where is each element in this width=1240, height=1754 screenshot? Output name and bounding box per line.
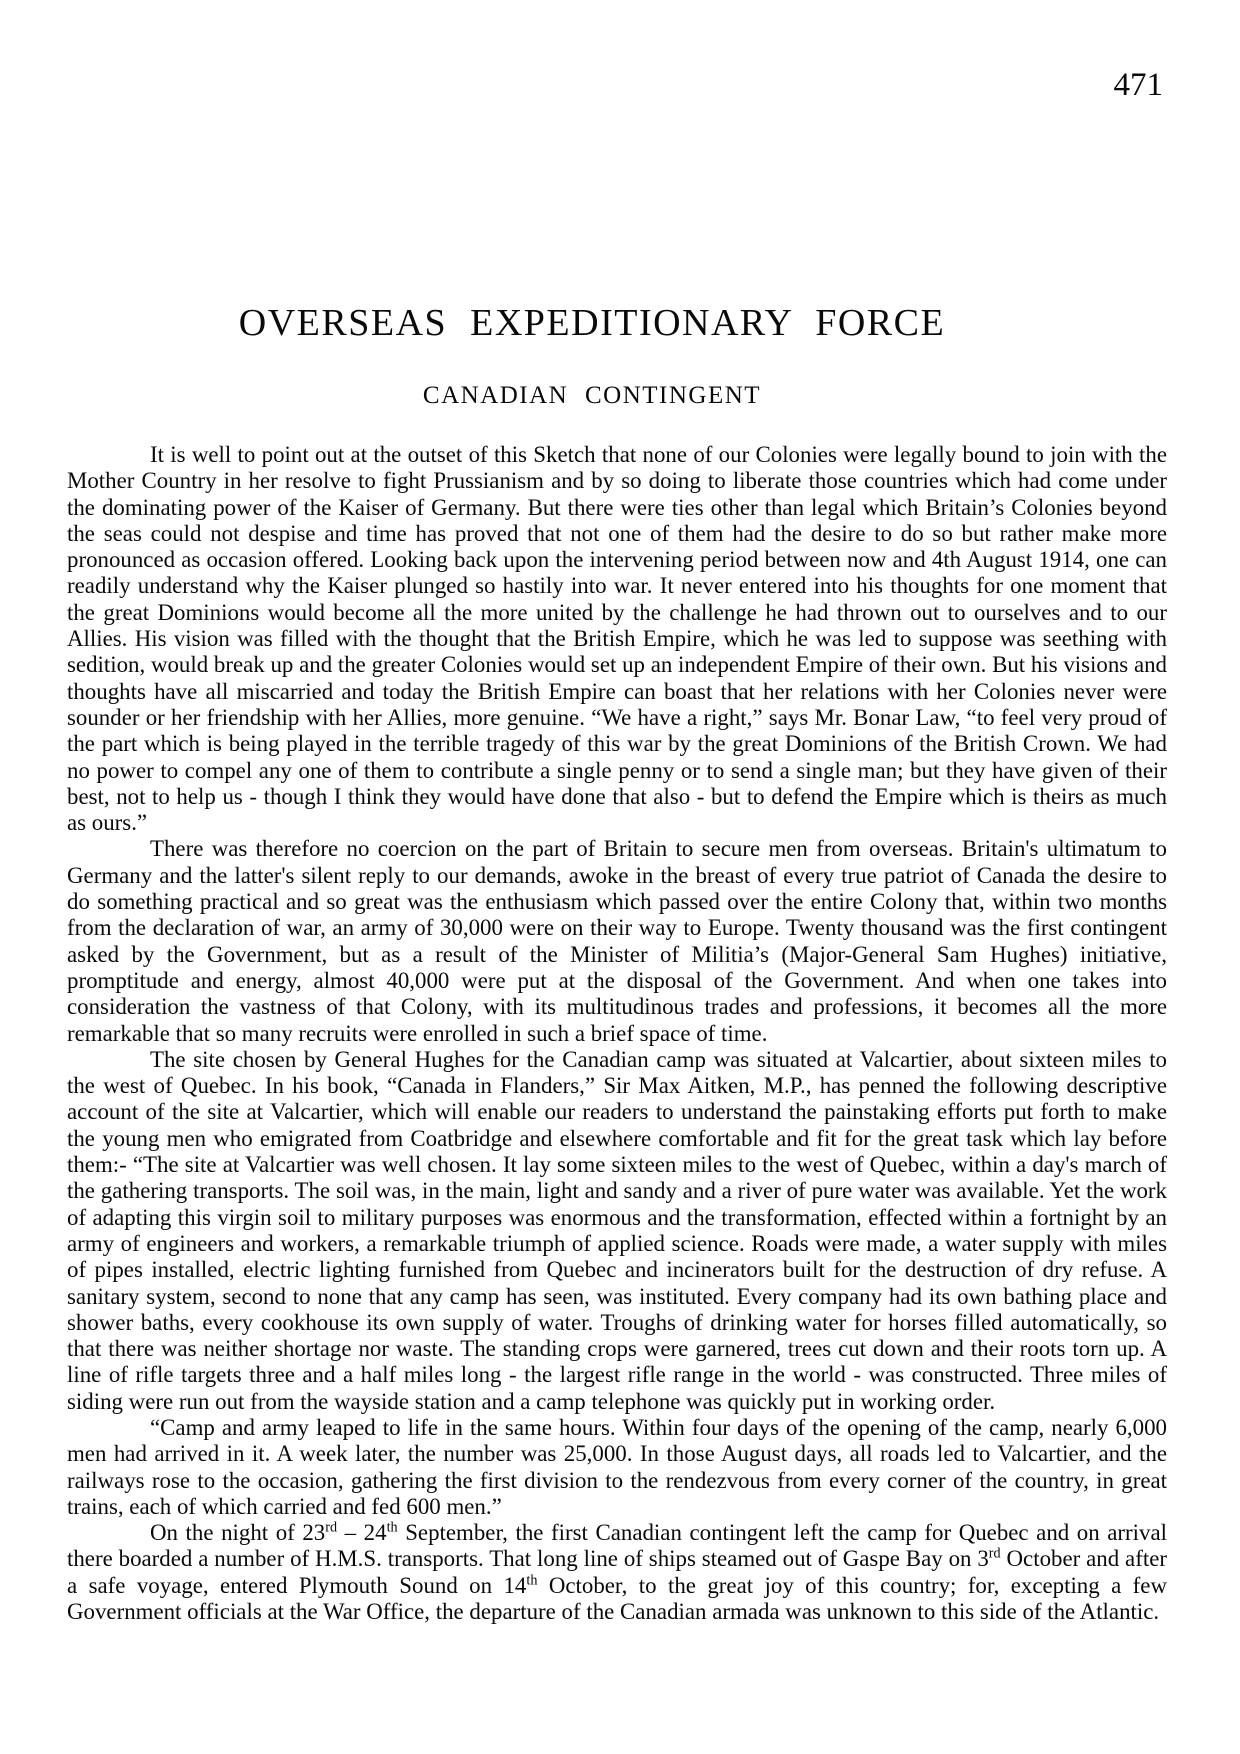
superscript-ordinal: th: [386, 1519, 398, 1536]
text-run: The site chosen by General Hughes for the Canadian camp was situated at Valcartier, about sixteen miles to the west of Quebec. In his book, “Canada in Flanders,” Sir Max Aitken, M.P., has penned the following descriptive account of the site at Valcartier, which will enable our readers to understand the painstaking efforts put forth to make the young men who emigrated from Coatbridge and elsewhere comfortable and fit for the great task which lay before them:- “The site at Valcartier was well chosen. It lay some sixteen miles to the west of Quebec, within a day's march of the gathering transports. The soil was, in the main, light and sandy and a river of pure water was available. Yet the work of adapting this virgin soil to military purposes was enormous and the transformation, effected within a fortnight by an army of engineers and workers, a remarkable triumph of applied science. Roads were made, a water supply with miles of pipes installed, electric lighting furnished from Quebec and incinerators built for the destruction of dry refuse. A sanitary system, second to none that any camp has seen, was instituted. Every company had its own bathing place and shower baths, every cookhouse its own supply of water. Troughs of drinking water for horses filled automatically, so that there was neither shortage nor waste. The standing crops were garnered, trees cut down and their roots torn up. A line of rifle targets three and a half miles long - the largest rifle range in the world - was constructed. Three miles of siding were run out from the wayside station and a camp telephone was quickly put in working order.: [67, 1046, 1167, 1414]
paragraph: [67, 1047, 1167, 1415]
body-text: [67, 442, 1167, 1625]
text-run: There was therefore no coercion on the part of Britain to secure men from overseas. Britain's ultimatum to Germany and the latter's silent reply to our demands, awoke in the breast of every true patriot of Canada the desire to do something practical and so great was the enthusiasm which passed over the entire Colony that, within two months from the declaration of war, an army of 30,000 were on their way to Europe. Twenty thousand was the first contingent asked by the Government, but as a result of the Minister of Militia’s (Major-General Sam Hughes) initiative, promptitude and energy, almost 40,000 were put at the disposal of the Government. And when one takes into consideration the vastness of that Colony, with its multitudinous trades and professions, it becomes all the more remarkable that so many recruits were enrolled in such a brief space of time.: [67, 836, 1167, 1046]
page-number: 471: [1113, 67, 1163, 103]
page-title: OVERSEAS EXPEDITIONARY FORCE: [238, 302, 946, 344]
superscript-ordinal: rd: [988, 1545, 1001, 1562]
text-run: September, the first Canadian contingent left the camp for Quebec and on arrival there boarded a number of H.M.S. transports. That long line of ships steamed out of Gaspe Bay on 3: [67, 1520, 1167, 1572]
page-subtitle: CANADIAN CONTINGENT: [422, 382, 762, 409]
text-run: October, to the great joy of this country; for, excepting a few Government officials at the War Office, the departure of the Canadian armada was unknown to this side of the Atlantic.: [67, 1572, 1167, 1625]
text-run: It is well to point out at the outset of this Sketch that none of our Colonies were legally bound to join with the Mother Country in her resolve to fight Prussianism and by so doing to liberate those countries which had come under the dominating power of the Kaiser of Germany. But there were ties other than legal which Britain’s Colonies beyond the seas could not despise and time has proved that not one of them had the desire to do so but rather make more pronounced as occasion offered. Looking back upon the intervening period between now and 4th August 1914, one can readily understand why the Kaiser plunged so hastily into war. It never entered into his thoughts for one moment that the great Dominions would become all the more united by the challenge he had thrown out to ourselves and to our Allies. His vision was filled with the thought that the British Empire, which he was led to suppose was seething with sedition, would break up and the greater Colonies would set up an independent Empire of their own. But his visions and thoughts have all miscarried and today the British Empire can boast that her relations with her Colonies never were sounder or her friendship with her Allies, more genuine. “We have a right,” says Mr. Bonar Law, “to feel very proud of the part which is being played in the terrible tragedy of this war by the great Dominions of the British Crown. We had no power to compel any one of them to contribute a single penny or to send a single man; but they have given of their best, not to help us - though I think they would have done that also - but to defend the Empire which is theirs as much as ours.”: [67, 442, 1167, 836]
paragraph: [67, 836, 1167, 1046]
text-run: October and after a safe voyage, entered Plymouth Sound on 14: [67, 1546, 1167, 1598]
paragraph: [67, 442, 1167, 836]
paragraph: [67, 1415, 1167, 1520]
text-run: – 24: [337, 1520, 387, 1546]
superscript-ordinal: th: [526, 1572, 538, 1589]
paragraph: [67, 1520, 1167, 1625]
text-run: “Camp and army leaped to life in the same hours. Within four days of the opening of the camp, nearly 6,000 men had arrived in it. A week later, the number was 25,000. In those August days, all roads led to Valcartier, and the railways rose to the occasion, gathering the first division to the rendezvous from every corner of the country, in great trains, each of which carried and fed 600 men.”: [67, 1414, 1167, 1519]
superscript-ordinal: rd: [325, 1519, 338, 1536]
text-run: On the night of 23: [150, 1520, 326, 1546]
